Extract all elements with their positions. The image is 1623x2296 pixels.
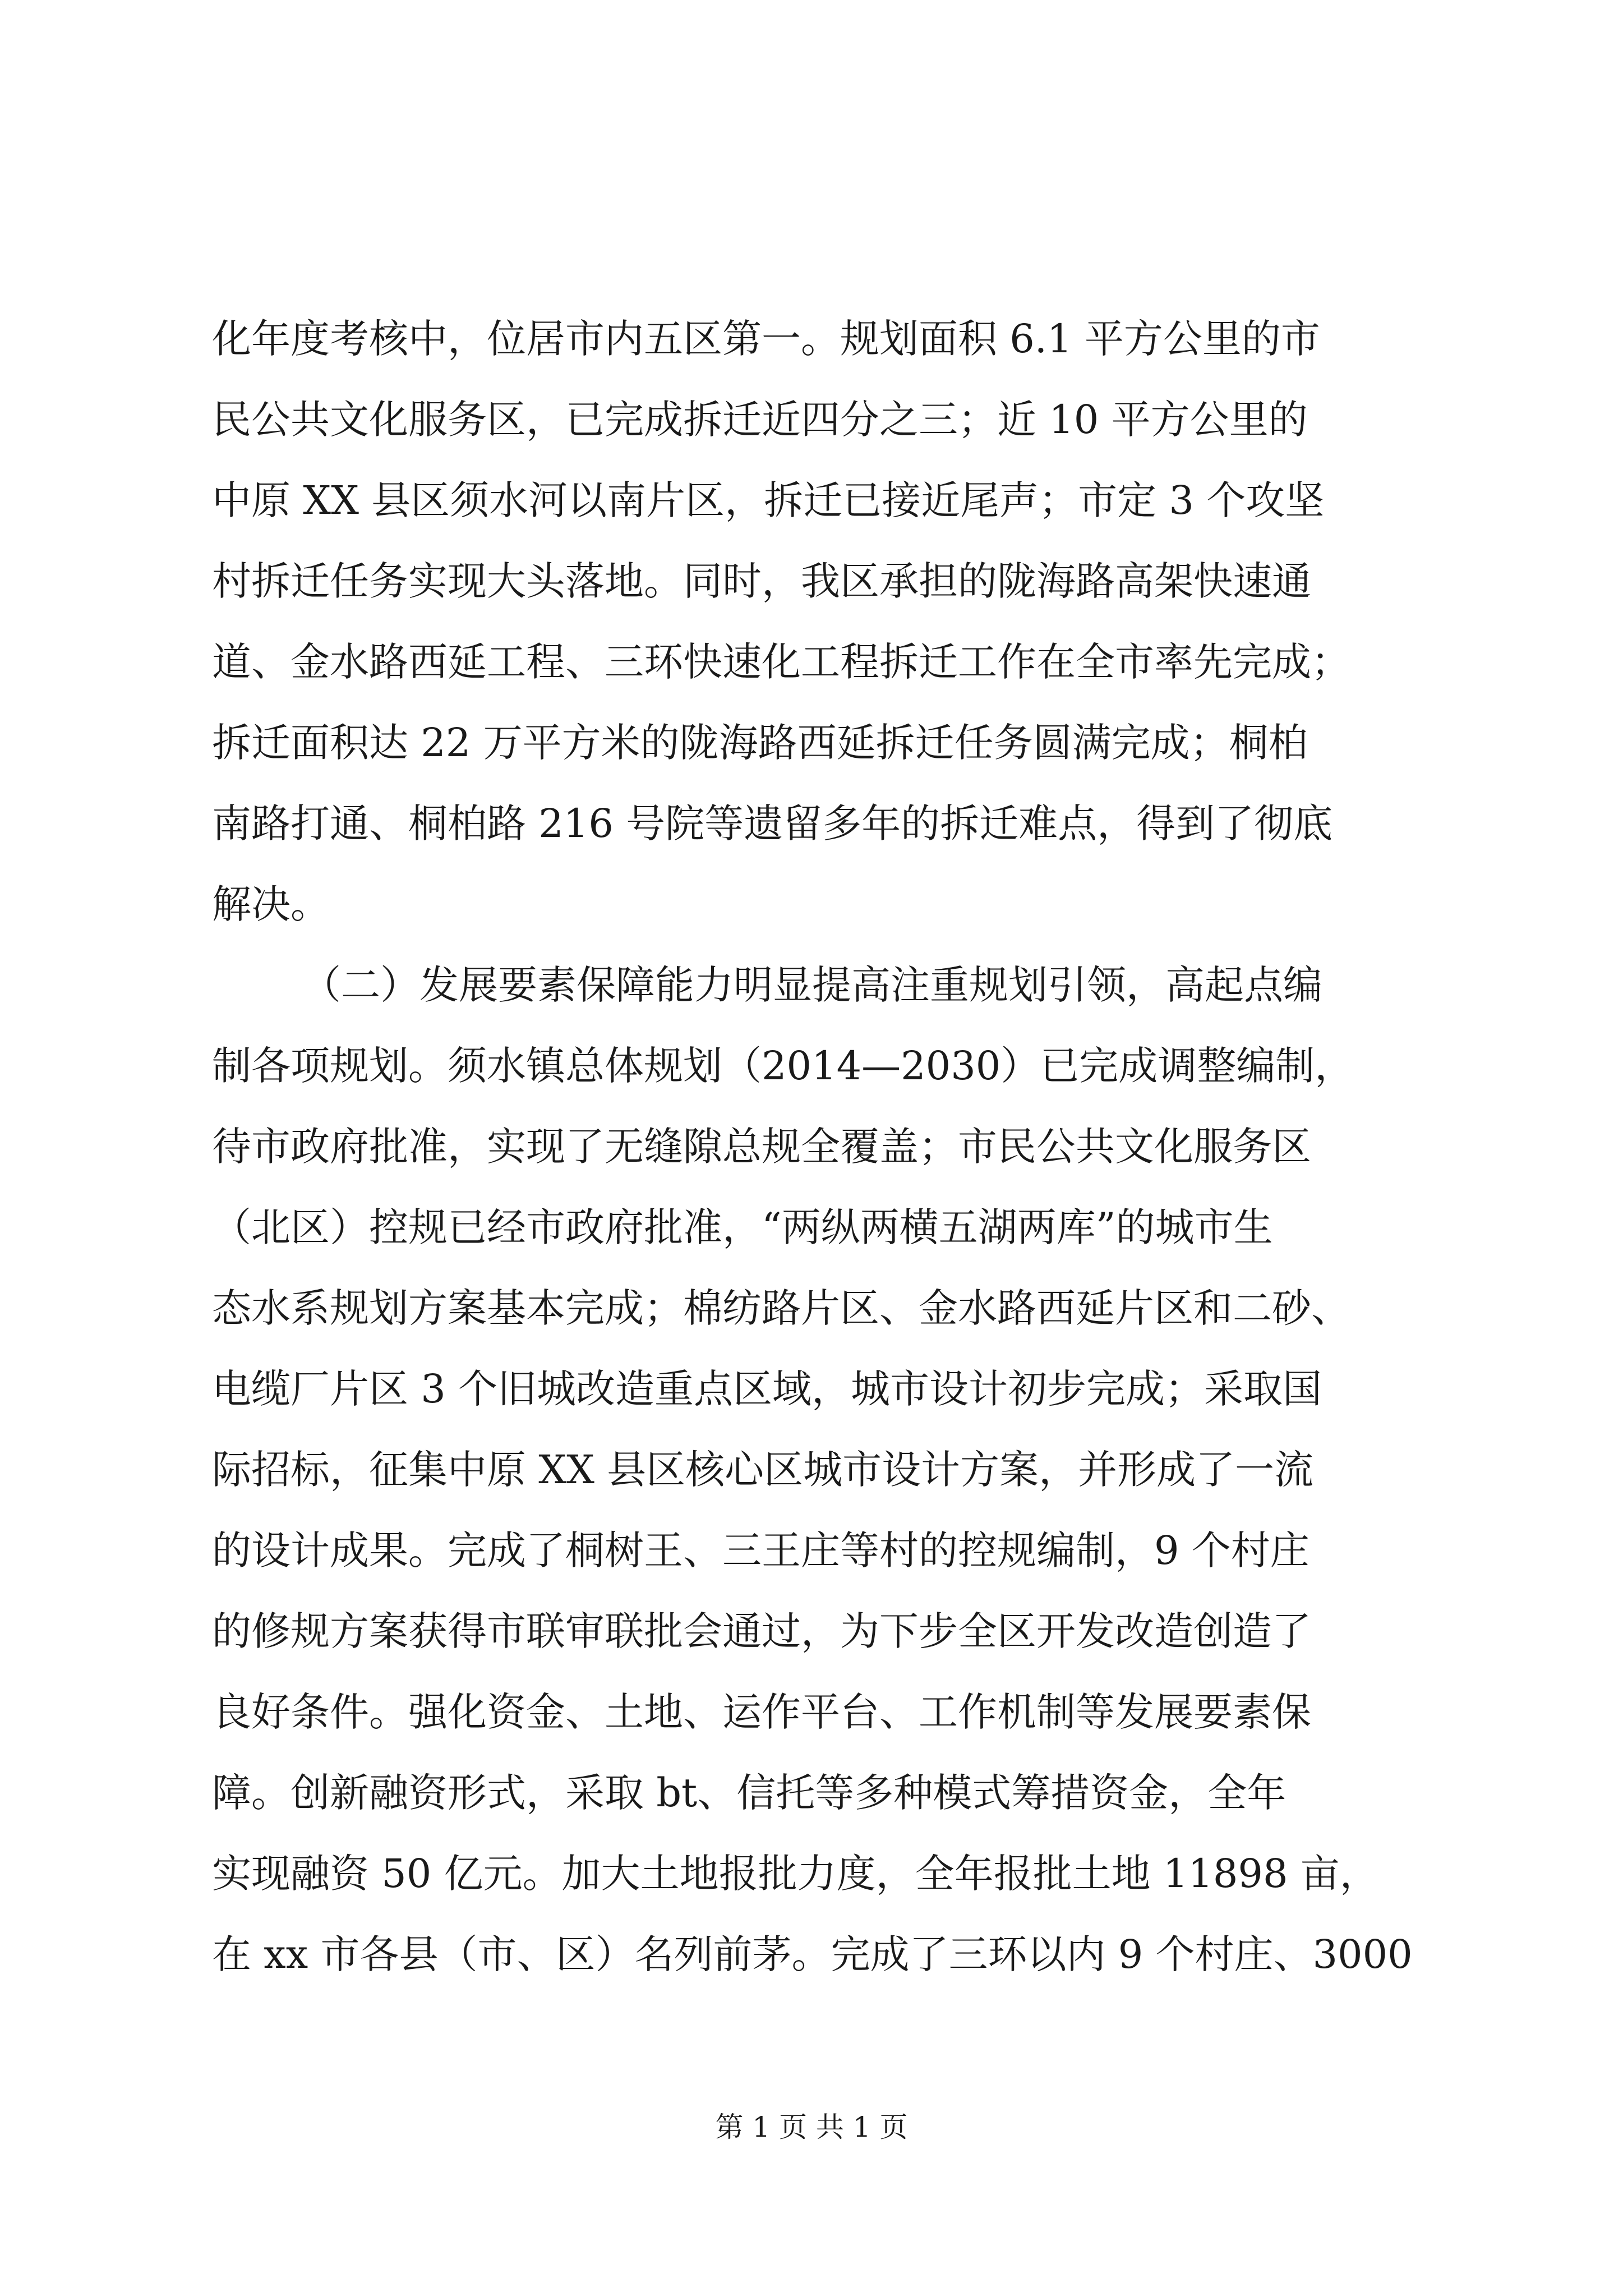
text-line: 际招标，征集中原 XX 县区核心区城市设计方案，并形成了一流	[212, 1447, 1314, 1493]
text-line: 民公共文化服务区，已完成拆迁近四分之三；近 10 平方公里的	[212, 397, 1308, 443]
text-line: 待市政府批准，实现了无缝隙总规全覆盖；市民公共文化服务区	[212, 1124, 1311, 1170]
text-line: （北区）控规已经市政府批准，“两纵两横五湖两库”的城市生	[212, 1204, 1273, 1250]
text-line: 电缆厂片区 3 个旧城改造重点区域，城市设计初步完成；采取国	[212, 1366, 1322, 1412]
text-line: 制各项规划。须水镇总体规划（2014—2030）已完成调整编制，	[212, 1043, 1354, 1089]
text-line: 南路打通、桐柏路 216 号院等遗留多年的拆迁难点，得到了彻底	[212, 800, 1333, 846]
text-line: 拆迁面积达 22 万平方米的陇海路西延拆迁任务圆满完成；桐柏	[212, 720, 1308, 766]
section-heading-line: （二）发展要素保障能力明显提高注重规划引领，高起点编	[302, 962, 1322, 1008]
text-line: 道、金水路西延工程、三环快速化工程拆迁工作在全市率先完成；	[212, 639, 1350, 685]
text-line: 在 xx 市各县（市、区）名列前茅。完成了三环以内 9 个村庄、3000	[212, 1931, 1413, 1977]
page-number-footer: 第 1 页 共 1 页	[715, 2111, 908, 2143]
text-line: 实现融资 50 亿元。加大土地报批力度，全年报批土地 11898 亩，	[212, 1851, 1379, 1897]
text-line: 村拆迁任务实现大头落地。同时，我区承担的陇海路高架快速通	[212, 558, 1311, 604]
text-line: 良好条件。强化资金、土地、运作平台、工作机制等发展要素保	[212, 1689, 1311, 1735]
text-line: 的设计成果。完成了桐树王、三王庄等村的控规编制，9 个村庄	[212, 1527, 1310, 1573]
text-line: 化年度考核中，位居市内五区第一。规划面积 6.1 平方公里的市	[212, 316, 1320, 362]
text-line: 态水系规划方案基本完成；棉纺路片区、金水路西延片区和二砂、	[212, 1285, 1350, 1331]
text-line: 障。创新融资形式，采取 bt、信托等多种模式筹措资金，全年	[212, 1770, 1287, 1816]
text-line: 的修规方案获得市联审联批会通过，为下步全区开发改造创造了	[212, 1608, 1311, 1654]
text-line: 中原 XX 县区须水河以南片区，拆迁已接近尾声；市定 3 个攻坚	[212, 477, 1325, 523]
text-line: 解决。	[212, 881, 330, 927]
